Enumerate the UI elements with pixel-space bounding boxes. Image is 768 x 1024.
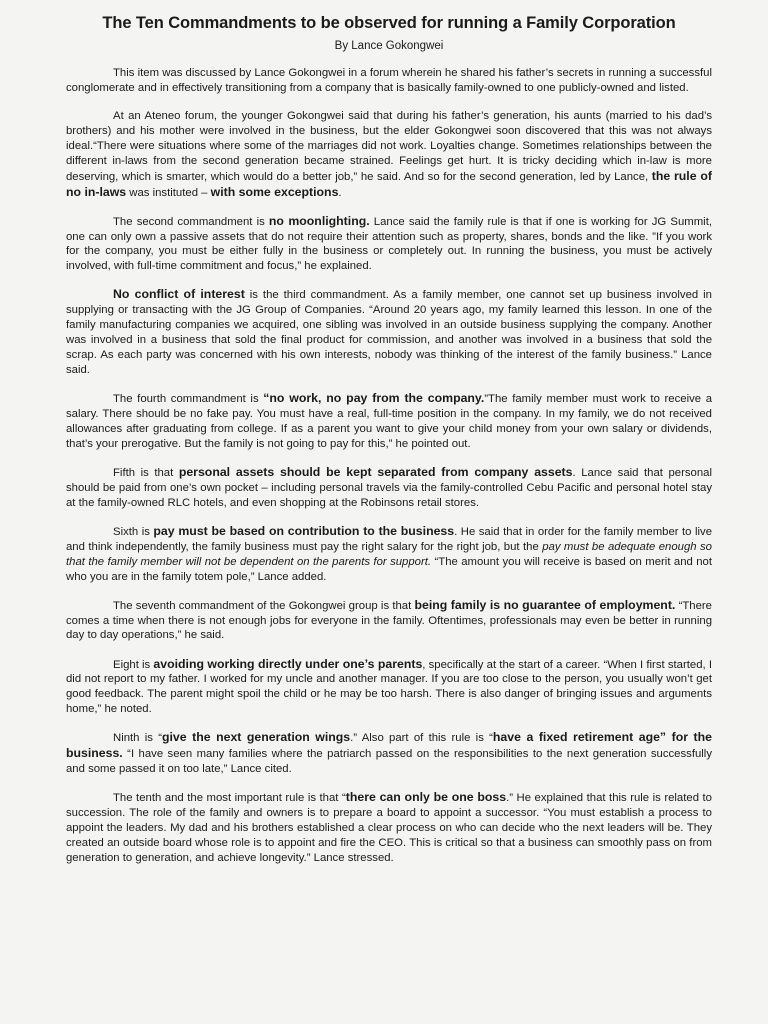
text-run: Fifth is that <box>113 466 179 479</box>
text-run: The seventh commandment of the Gokongwei group is that <box>113 599 415 612</box>
text-run: , specifically at the start of a career. “When I first started, I did not report to my father. I worked for my uncle and another manager. If you are too close to the person, you usually won’t get good feedback. The parent might spoil the child or he may be too harsh. There is also danger of bringing issues and arguments home,” he noted. <box>66 658 712 716</box>
text-run: Sixth is <box>113 525 154 538</box>
document-body <box>66 66 712 866</box>
paragraph-2 <box>66 109 712 200</box>
paragraph-10 <box>66 730 712 777</box>
paragraph-3 <box>66 214 712 275</box>
author-byline: By Lance Gokongwei <box>334 40 444 52</box>
paragraph-9 <box>66 657 712 718</box>
paragraph-5 <box>66 391 712 452</box>
text-run: Ninth is “ <box>113 732 162 745</box>
text-run: Lance said the family rule is that if one is working for JG Summit, one can only own a passive assets that do not require their attention such as property, shares, bonds and the like. ”If you work for the company, you must be either fully in the business or completely out. In running the business, you must be actively involved, with full-time commitment and focus,” he explained. <box>66 215 712 273</box>
paragraph-7 <box>66 524 712 585</box>
italic-text: pay must be adequate enough so that the family member will not be dependent on the parents for support. <box>66 540 712 568</box>
highlighted-rule: being family is no guarantee of employment. <box>414 597 676 612</box>
text-run: is the third commandment. As a family member, one cannot set up business involved in supplying or transacting with the JG Group of Companies. “Around 20 years ago, my family learned this lesson. In one of the family manufacturing companies we acquired, one sibling was involved in an outside business supplying the company. Another was involved in a business that sold the final product for commission, and another was involved in a business that sold the scrap. As each party was concerned with his own interests, nobody was thinking of the interest of the family business.” Lance said. <box>66 289 712 376</box>
highlighted-rule: personal assets should be kept separated from company assets <box>178 464 573 479</box>
text-run: This item was discussed by Lance Gokongwei in a forum wherein he shared his father’s secrets in running a successful conglomerate and in effectively transitioning from a company that is basically family-owned to one publicly-owned and listed. <box>66 67 712 94</box>
text-run: .” Also part of this rule is “ <box>350 732 493 745</box>
paragraph-8 <box>66 598 712 644</box>
paragraph-1 <box>66 66 712 96</box>
text-run: . <box>338 186 342 199</box>
highlighted-rule: there can only be one boss <box>345 790 507 805</box>
highlighted-rule: the rule of no in-laws <box>66 168 713 199</box>
text-run: The fourth commandment is <box>113 393 264 406</box>
text-run: “I have seen many families where the patriarch passed on the responsibilities to the next generation successfully and some passed it on too late,” Lance cited. <box>66 748 712 776</box>
highlighted-rule: No conflict of interest <box>113 287 245 302</box>
highlighted-rule: have a fixed retirement age” for the business. <box>66 730 712 761</box>
text-run: . He said that in order for the family member to live and think independently, the family business must pay the right salary for the right job, but the <box>66 525 713 553</box>
paragraph-6 <box>66 465 712 511</box>
text-run: was instituted – <box>126 186 211 199</box>
text-run: The tenth and the most important rule is that “ <box>113 792 346 805</box>
text-run: The second commandment is <box>113 215 269 228</box>
text-run: .” He explained that this rule is related to succession. The role of the family and owners is to prepare a board to appoint a successor. “You must establish a process to appoint the leaders. My dad and his brothers established a clear process on who can decide who the next leaders will be. They created an outside board whose role is to appoint and fire the CEO. This is critical so that a business can smoothly pass on from generation to generation, and achieve longevity.” Lance stressed. <box>66 792 712 864</box>
text-run: ”The family member must work to receive a salary. There should be no fake pay. You must have a real, full-time position in the company. In my family, we do not received allowances after graduating from college. If as a parent you want to give your child money from your own salary or dividends, that’s your prerogative. But the family is not going to pay for this,” he pointed out. <box>66 393 712 450</box>
text-run: “The amount you will receive is based on merit and not who you are in the family totem pole,” Lance added. <box>66 555 713 583</box>
text-run: . Lance said that personal should be paid from one’s own pocket – including personal travels via the family-controlled Cebu Pacific and personal hotel stay at the family-owned RLC hotels, and even shopping at the Robinsons retail stores. <box>66 466 712 509</box>
highlighted-rule: pay must be based on contribution to the business <box>153 523 455 538</box>
paragraph-4 <box>66 287 712 377</box>
highlighted-rule: give the next generation wings <box>161 730 351 745</box>
highlighted-rule: with some exceptions <box>210 184 339 199</box>
highlighted-rule: “no work, no pay from the company. <box>263 391 485 406</box>
document-title: The Ten Commandments to be observed for running a Family Corporation <box>102 14 676 32</box>
paragraph-11 <box>66 790 712 866</box>
highlighted-rule: no moonlighting. <box>268 213 370 228</box>
text-run: At an Ateneo forum, the younger Gokongwei said that during his father’s generation, his aunts (married to his dad’s brothers) and his mother were involved in the business, but the elder Gokongwei soon discovered that this was not always ideal.“There were situations where some of the marriages did not work. Loyalties change. Sometimes relationships between the different in-laws from the second generation became strained. Feelings get hurt. It is tricky deciding which in-law is more deserving, which is smarter, which would do a better job,” he said. And so for the second generation, led by Lance, <box>66 110 712 183</box>
text-run: “There comes a time when there is not enough jobs for everyone in the family. Oftentimes, professionals may even be better in running day to day operations,” he said. <box>66 599 712 642</box>
text-run: Eight is <box>113 658 154 671</box>
highlighted-rule: avoiding working directly under one’s parents <box>153 656 423 671</box>
